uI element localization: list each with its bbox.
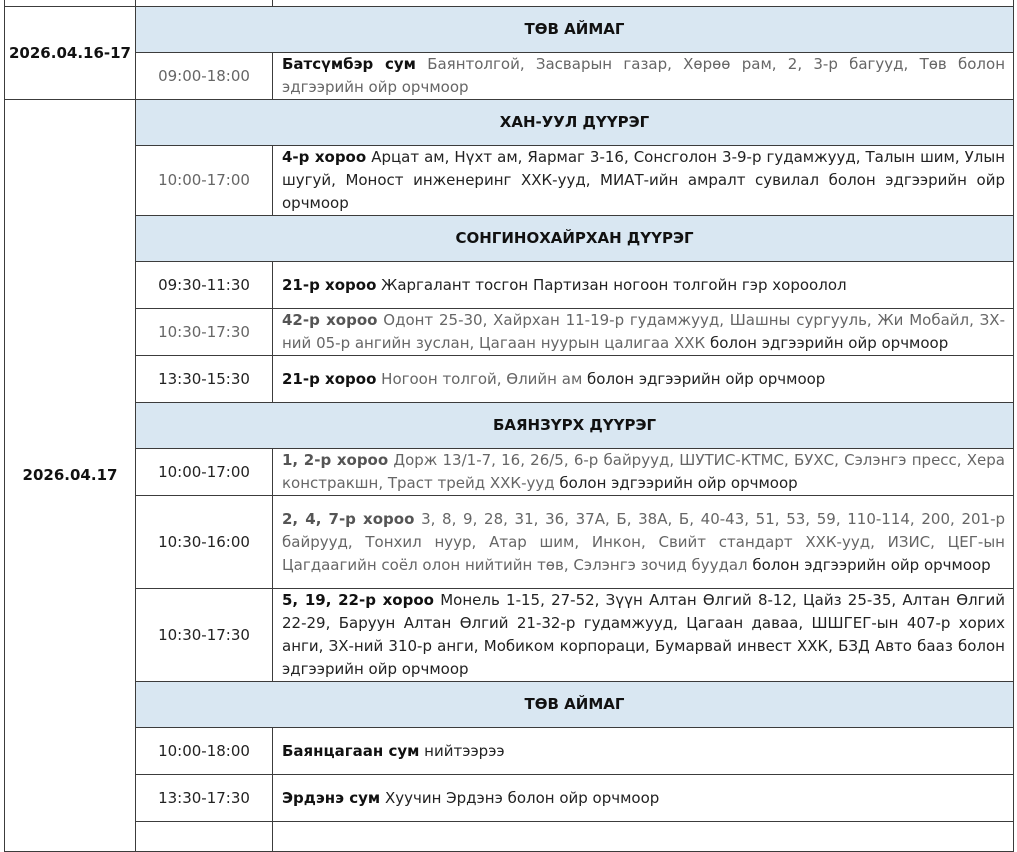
time-cell: 10:00-18:00	[136, 728, 273, 775]
location-suffix: болон эдгээрийн ойр орчмоор	[709, 334, 949, 352]
location-details: Одонт 25-30, Хайрхан 11-19-р гудамжууд, Шашны сургууль, Жи Мобайл, ЗХ-ний 05-р ангийн зуслан, Цагаан нуурын цалигаа ХХК	[282, 311, 1005, 352]
table-row	[5, 589, 1014, 682]
location-suffix: болон эдгээрийн ойр орчмоор	[559, 474, 798, 492]
location-details: Арцат ам, Нүхт ам, Яармаг 3-16, Сонсголон 3-9-р гудамжууд, Талын шим, Улын шугуй, Моност инженеринг ХХК-ууд, МИАТ-ийн амралт сувилал болон эдгээрийн ойр орчмоор	[282, 148, 1006, 212]
region-header: ТӨВ АЙМАГ	[136, 7, 1014, 53]
description-cell	[273, 53, 1014, 100]
region-header: ХАН-УУЛ ДҮҮРЭГ	[136, 100, 1014, 146]
region-row	[5, 682, 1014, 728]
location-name: Баянцагаан сум	[282, 741, 420, 760]
location-name: 42-р хороо	[282, 311, 378, 329]
location-details: 3, 8, 9, 28, 31, 36, 37А, Б, 38А, Б, 40-43, 51, 53, 59, 110-114, 200, 201-р байрууд, Тонхил нуур, Атар шим, Инкон, Свийт стандарт ХХК-ууд, ИЗИС, ЦЕГ-ын Цагдаагийн соёл олон нийтийн төв, Сэлэнгэ зочид буудал	[282, 509, 1006, 574]
description-cell	[273, 449, 1014, 496]
desc-cell-spacer	[273, 822, 1014, 852]
location-name: 5, 19, 22-р хороо	[282, 591, 434, 609]
time-cell: 13:30-17:30	[136, 775, 273, 822]
location-details: Монель 1-15, 27-52, Зүүн Алтан Өлгий 8-12, Цайз 25-35, Алтан Өлгий 22-29, Баруун Алтан Өлгий 21-32-р гудамжууд, Цагаан даваа, ШШГЕГ-ын 407-р хорих анги, ЗХ-ний 310-р анги, Мобиком корпораци, Бумарвай инвест ХХК, БЗД Авто бааз болон эдгээрийн ойр орчмоор	[282, 591, 1005, 678]
description-cell	[273, 496, 1014, 589]
time-cell: 10:30-16:00	[136, 496, 273, 589]
time-cell: 10:00-17:00	[136, 146, 273, 216]
table-row	[5, 728, 1014, 775]
location-details: Хуучин Эрдэнэ болон ойр орчмоор	[384, 788, 660, 807]
time-cell: 09:30-11:30	[136, 262, 273, 309]
table-row	[5, 356, 1014, 403]
location-suffix: болон эдгээрийн ойр орчмоор	[587, 369, 826, 388]
location-name: 1, 2-р хороо	[282, 451, 389, 469]
table-row	[5, 449, 1014, 496]
location-suffix: болон эдгээрийн ойр орчмоор	[752, 555, 991, 574]
time-cell: 10:30-17:30	[136, 309, 273, 356]
location-details: Ногоон толгой, Өлийн ам	[381, 369, 583, 388]
region-row	[5, 7, 1014, 53]
location-name: 21-р хороо	[282, 275, 377, 294]
region-row	[5, 216, 1014, 262]
location-details: нийтээрээ	[424, 741, 505, 760]
date-cell: 2026.04.16-17	[5, 7, 136, 100]
description-cell	[273, 775, 1014, 822]
description-cell	[273, 309, 1014, 356]
description-cell	[273, 262, 1014, 309]
table-row	[5, 309, 1014, 356]
location-name: Эрдэнэ сум	[282, 788, 381, 807]
region-header: БАЯНЗҮРХ ДҮҮРЭГ	[136, 403, 1014, 449]
date-cell: 2026.04.17	[5, 100, 136, 852]
table-row	[5, 775, 1014, 822]
location-details: Баянтолгой, Засварын газар, Хөрөө рам, 2, 3-р багууд, Төв болон эдгээрийн ойр орчмоор	[282, 55, 1006, 96]
description-cell	[273, 589, 1014, 682]
location-details: Дорж 13/1-7, 16, 26/5, 6-р байрууд, ШУТИС-КТМС, БУХС, Сэлэнгэ пресс, Хера констракшн, Траст трейд ХХК-ууд	[282, 451, 1005, 492]
location-name: 21-р хороо	[282, 369, 377, 388]
time-cell: 10:30-17:30	[136, 589, 273, 682]
description-cell	[273, 146, 1014, 216]
table-row	[5, 496, 1014, 589]
region-header: СОНГИНОХАЙРХАН ДҮҮРЭГ	[136, 216, 1014, 262]
table-row	[5, 146, 1014, 216]
time-cell-spacer	[136, 822, 273, 852]
location-name: Батсүмбэр сум	[282, 55, 416, 73]
description-cell	[273, 356, 1014, 403]
location-name: 2, 4, 7-р хороо	[282, 509, 415, 528]
time-cell: 10:00-17:00	[136, 449, 273, 496]
description-cell	[273, 728, 1014, 775]
table-row	[5, 262, 1014, 309]
location-name: 4-р хороо	[282, 148, 367, 166]
outage-schedule-table	[4, 0, 1014, 852]
table-bottom-spacer	[5, 822, 1014, 852]
region-row	[5, 100, 1014, 146]
time-cell: 09:00-18:00	[136, 53, 273, 100]
time-cell: 13:30-15:30	[136, 356, 273, 403]
location-details: Жаргалант тосгон Партизан ногоон толгойн гэр хороолол	[381, 275, 847, 294]
region-header: ТӨВ АЙМАГ	[136, 682, 1014, 728]
region-row	[5, 403, 1014, 449]
table-row	[5, 53, 1014, 100]
